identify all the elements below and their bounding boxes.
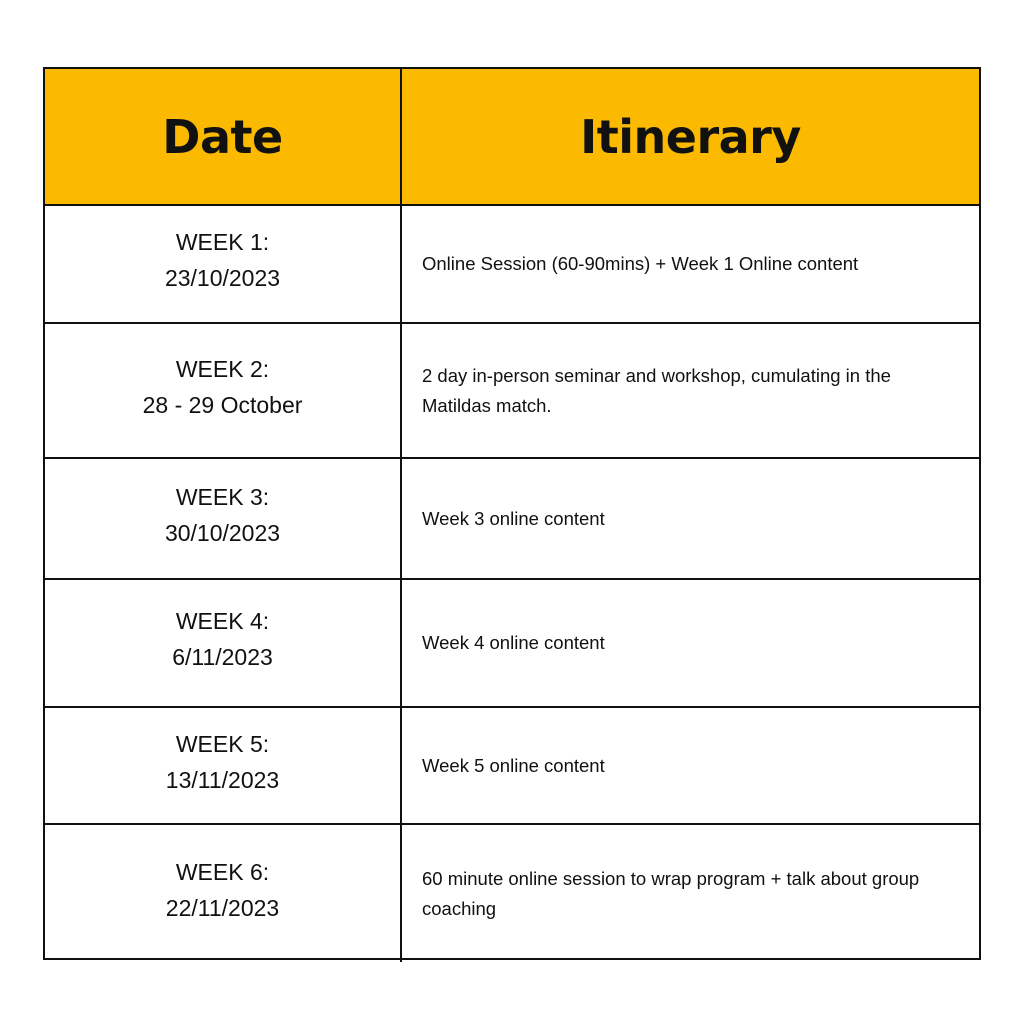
week-label: WEEK 3: — [175, 483, 270, 510]
week-6-date-cell — [45, 825, 402, 962]
itinerary-header-label: Itinerary — [580, 109, 801, 164]
week-3-date-cell — [45, 459, 402, 580]
week-label: WEEK 1: — [175, 229, 270, 255]
date-value: 23/10/2023 — [164, 265, 281, 291]
week-4-date — [172, 603, 273, 675]
date-header-label: Date — [162, 109, 283, 164]
schedule-table — [43, 67, 981, 960]
week-5-date-cell — [45, 708, 402, 825]
itinerary-text: Week 4 online content — [422, 632, 605, 653]
itinerary-text: 60 minute online session to wrap program + talk about group coaching — [422, 867, 920, 919]
date-value: 28 - 29 October — [142, 391, 303, 418]
week-5-itinerary-cell — [402, 708, 979, 825]
week-label: WEEK 5: — [175, 730, 270, 757]
week-2-itinerary-cell — [402, 324, 979, 459]
week-1-date — [165, 224, 280, 296]
itinerary-text: Week 3 online content — [422, 507, 605, 529]
date-value: 6/11/2023 — [172, 644, 273, 670]
itinerary-column-header — [402, 69, 979, 206]
date-value: 13/11/2023 — [165, 766, 280, 793]
week-5-date — [166, 726, 279, 798]
week-label: WEEK 4: — [175, 608, 270, 634]
itinerary-text: Online Session (60-90mins) + Week 1 Online content — [422, 253, 859, 274]
date-value: 30/10/2023 — [164, 519, 281, 546]
week-4-date-cell — [45, 580, 402, 708]
week-3-itinerary-cell — [402, 459, 979, 580]
week-6-date — [166, 854, 279, 926]
week-2-date — [143, 351, 303, 423]
date-column-header — [45, 69, 402, 206]
week-2-date-cell — [45, 324, 402, 459]
week-label: WEEK 6: — [175, 858, 270, 885]
week-1-date-cell — [45, 206, 402, 324]
week-6-itinerary-cell — [402, 825, 979, 962]
itinerary-text: 2 day in-person seminar and workshop, cumulating in the Matildas match. — [422, 364, 891, 416]
week-label: WEEK 2: — [175, 355, 270, 382]
date-value: 22/11/2023 — [165, 894, 280, 921]
itinerary-text: Week 5 online content — [422, 754, 605, 776]
week-4-itinerary-cell — [402, 580, 979, 708]
week-1-itinerary-cell — [402, 206, 979, 324]
week-3-date — [165, 479, 280, 551]
